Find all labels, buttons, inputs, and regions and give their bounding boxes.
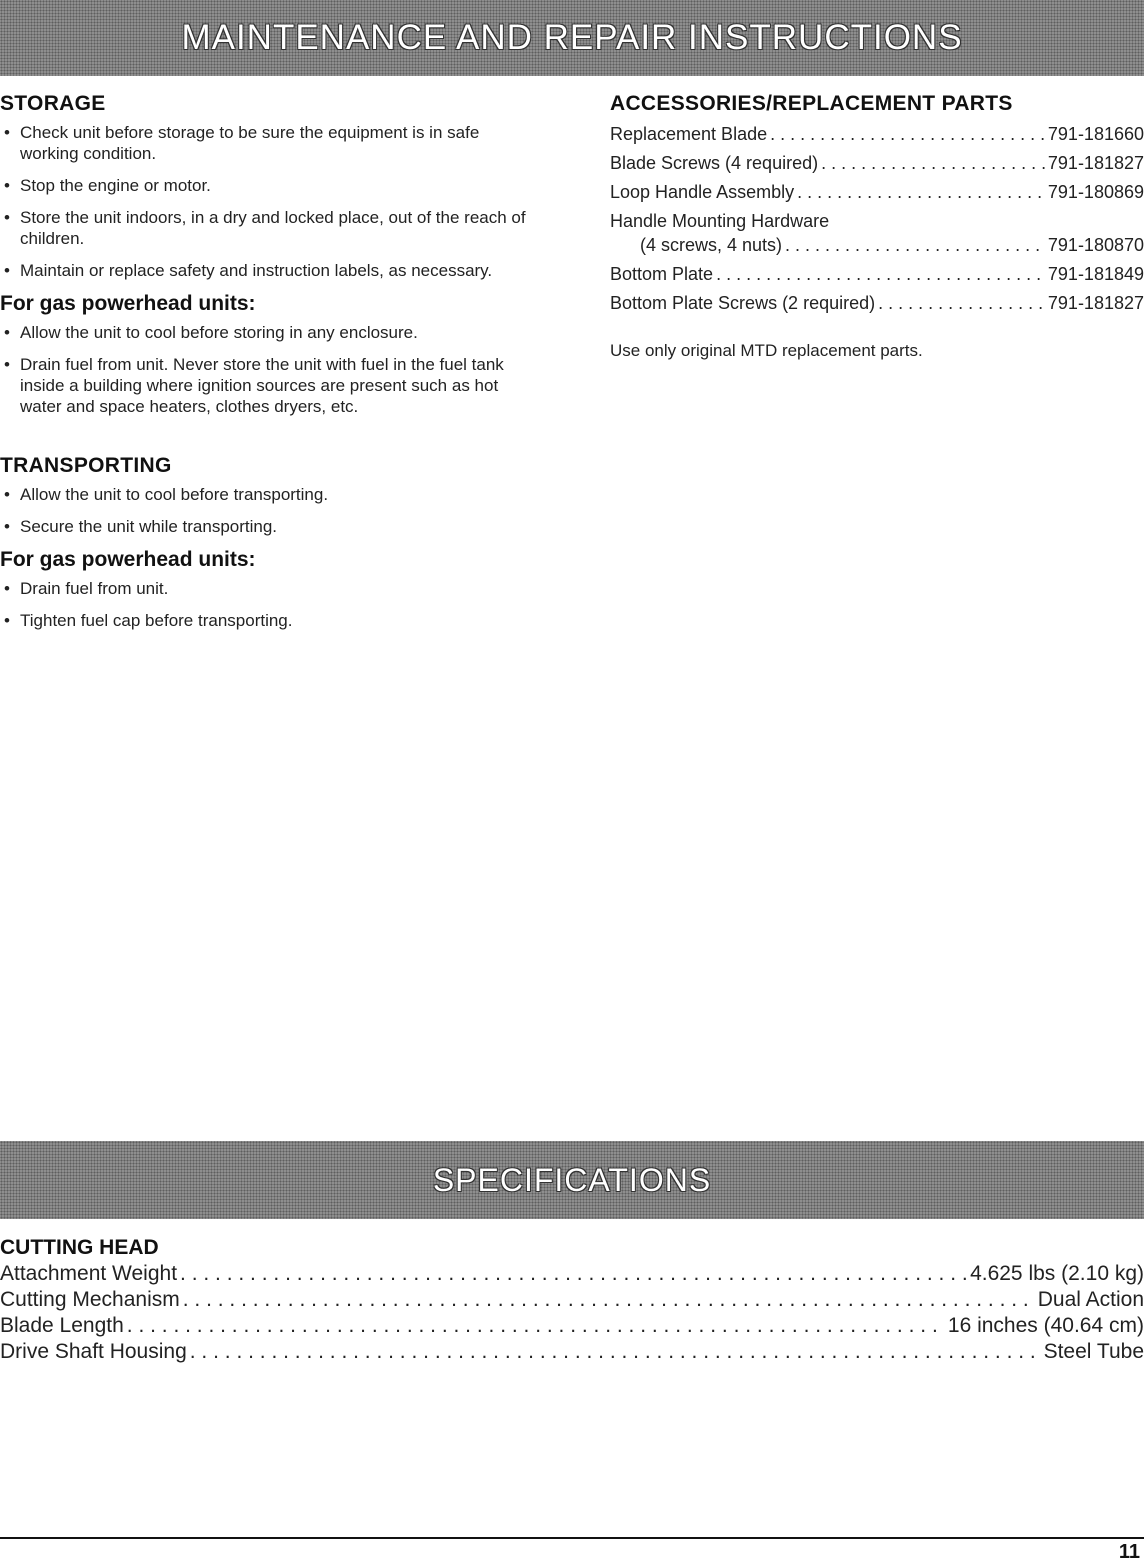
maintenance-banner — [0, 0, 1144, 76]
parts-list — [610, 122, 1144, 315]
dot-leader — [878, 291, 1045, 315]
spec-label: Blade Length — [0, 1314, 124, 1337]
transporting-gas-list — [0, 578, 540, 631]
part-name: Bottom Plate Screws (2 required) — [610, 293, 876, 313]
list-item: • Allow the unit to cool before transporting. — [0, 484, 540, 505]
storage-gas-list — [0, 322, 540, 417]
storage-gas-heading: For gas powerhead units: — [0, 292, 256, 315]
part-row — [610, 209, 1144, 257]
spec-value: 16 inches (40.64 cm) — [947, 1314, 1144, 1337]
cutting-head-heading: CUTTING HEAD — [0, 1236, 159, 1259]
part-number: 791-180869 — [1047, 182, 1144, 202]
transporting-heading: TRANSPORTING — [0, 454, 172, 477]
part-number: 791-181660 — [1047, 124, 1144, 144]
specifications-section — [0, 1236, 1144, 1365]
dot-leader — [127, 1313, 945, 1339]
part-name: Replacement Blade — [610, 124, 768, 144]
part-row — [610, 262, 1144, 286]
part-name: Loop Handle Assembly — [610, 182, 795, 202]
spec-row — [0, 1287, 1144, 1313]
spec-value: Steel Tube — [1043, 1340, 1144, 1363]
part-number: 791-181849 — [1047, 264, 1144, 284]
transporting-gas-heading: For gas powerhead units: — [0, 548, 256, 571]
part-row — [610, 122, 1144, 146]
list-item: • Drain fuel from unit. Never store the unit with fuel in the fuel tank inside a building where ignition sources are present such as hot water and space heaters, clothes dryers, etc. — [0, 354, 540, 417]
list-item: • Check unit before storage to be sure the equipment is in safe working condition. — [0, 122, 540, 164]
part-number: 791-181827 — [1047, 293, 1144, 313]
part-name-detail: (4 screws, 4 nuts) — [640, 235, 783, 255]
list-item: • Allow the unit to cool before storing in any enclosure. — [0, 322, 540, 343]
list-item: • Store the unit indoors, in a dry and locked place, out of the reach of children. — [0, 207, 540, 249]
dot-leader — [183, 1287, 1035, 1313]
left-column — [0, 92, 540, 642]
accessories-heading: ACCESSORIES/REPLACEMENT PARTS — [610, 92, 1013, 115]
part-name: Blade Screws (4 required) — [610, 153, 819, 173]
list-item: • Secure the unit while transporting. — [0, 516, 540, 537]
dot-leader — [180, 1261, 967, 1287]
spec-row — [0, 1313, 1144, 1339]
dot-leader — [190, 1339, 1041, 1365]
storage-list — [0, 122, 540, 281]
part-number: 791-181827 — [1047, 153, 1144, 173]
list-item: • Tighten fuel cap before transporting. — [0, 610, 540, 631]
footer-rule — [0, 1537, 1144, 1539]
part-name: Bottom Plate — [610, 264, 714, 284]
list-item: • Drain fuel from unit. — [0, 578, 540, 599]
part-name: Handle Mounting Hardware — [610, 211, 830, 231]
storage-heading: STORAGE — [0, 92, 106, 115]
spec-value: 4.625 lbs (2.10 kg) — [970, 1262, 1144, 1285]
right-column — [610, 92, 1144, 361]
dot-leader — [770, 122, 1045, 146]
page-number: 11 — [1118, 1541, 1140, 1563]
list-item: • Stop the engine or motor. — [0, 175, 540, 196]
spec-label: Drive Shaft Housing — [0, 1340, 187, 1363]
specifications-banner — [0, 1141, 1144, 1219]
dot-leader — [716, 262, 1045, 286]
dot-leader — [821, 151, 1045, 175]
part-number: 791-180870 — [1047, 235, 1144, 255]
spec-row — [0, 1339, 1144, 1365]
maintenance-banner-title: MAINTENANCE AND REPAIR INSTRUCTIONS — [181, 18, 963, 57]
transporting-list — [0, 484, 540, 537]
part-row — [610, 291, 1144, 315]
parts-note: Use only original MTD replacement parts. — [610, 341, 923, 360]
specifications-banner-title: SPECIFICATIONS — [432, 1161, 712, 1198]
spec-label: Cutting Mechanism — [0, 1288, 180, 1311]
spec-value: Dual Action — [1037, 1288, 1144, 1311]
spec-row — [0, 1261, 1144, 1287]
part-row — [610, 151, 1144, 175]
list-item: • Maintain or replace safety and instruction labels, as necessary. — [0, 260, 540, 281]
part-row — [610, 180, 1144, 204]
dot-leader — [797, 180, 1045, 204]
spec-label: Attachment Weight — [0, 1262, 178, 1285]
dot-leader — [785, 233, 1045, 257]
